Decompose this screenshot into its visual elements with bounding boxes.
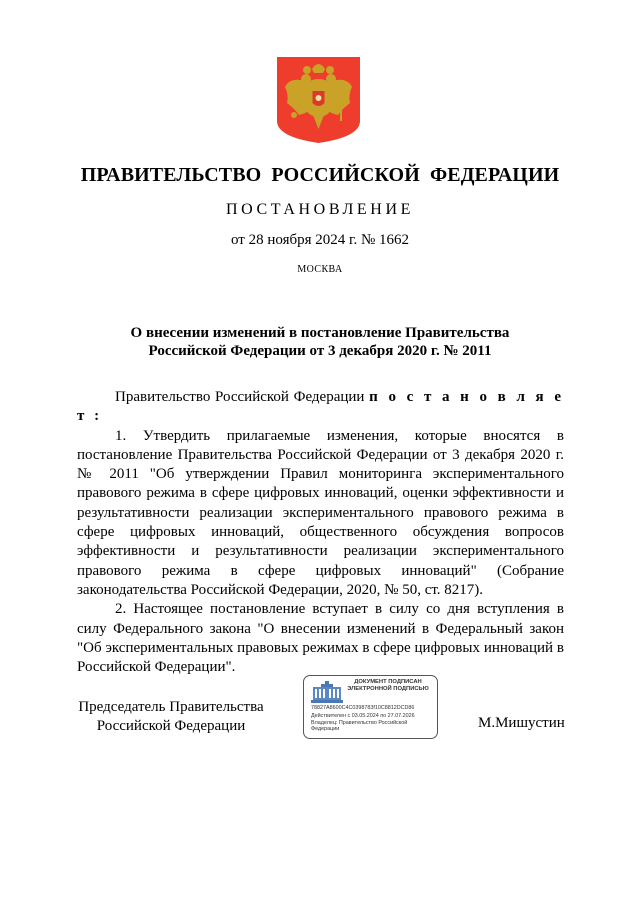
stamp-owner: Владелец: Правительство Российской Федерации (311, 720, 408, 733)
signer-title (66, 698, 276, 736)
government-title: ПРАВИТЕЛЬСТВО РОССИЙСКОЙ ФЕДЕРАЦИИ (80, 164, 560, 186)
heading-line-2: Российской Федерации от 3 декабря 2020 г. № 2011 (148, 343, 492, 359)
russian-coat-of-arms-icon (277, 57, 360, 143)
signer-title-line-1: Председатель Правительства (78, 699, 264, 715)
item-1-paragraph: 1. Утвердить прилагаемые изменения, которые вносятся в постановление Правительства Российской Федерации от 3 декабря 2020 г. № 2011 "Об утверждении Правил мониторинга экспериментального правового режима в сфере цифровых инноваций, оценки эффективности и результативности реализации экспериментального правового режима в сфере цифровых инноваций, общественного обсуждения вопросов эффективности и результативности реализации экспериментального правового режима в сфере цифровых инноваций" (Собрание законодательства Российской Федерации, 2020, № 50, ст. 8217). (77, 427, 564, 598)
decree-word: п о с т а н о в л я е т : (77, 389, 564, 425)
signer-title-line-2: Российской Федерации (96, 718, 246, 734)
document-body (77, 388, 564, 677)
document-date-number: от 28 ноября 2024 г. № 1662 (230, 232, 410, 248)
intro-prefix: Правительство Российской Федерации (115, 389, 370, 405)
item-2-paragraph: 2. Настоящее постановление вступает в силу со дня вступления в силу Федерального закона "О внесении изменений в Федеральный закон "Об экспериментальных правовых режимах в сфере цифровых инноваций в Российской Федерации". (77, 601, 564, 676)
stamp-header (342, 679, 434, 693)
electronic-signature-stamp (303, 675, 438, 739)
signer-name: М.Мишустин (478, 715, 565, 731)
government-building-icon (311, 681, 343, 703)
stamp-header-line-2: ЭЛЕКТРОННОЙ ПОДПИСЬЮ (347, 686, 429, 693)
stamp-header-line-1: ДОКУМЕНТ ПОДПИСАН (354, 679, 422, 685)
intro-paragraph (77, 388, 564, 427)
stamp-validity: Действителен с 03.05.2024 по 27.07.2026 (311, 713, 415, 719)
heading-line-1: О внесении изменений в постановление Правительства (130, 325, 510, 341)
document-city: МОСКВА (297, 264, 343, 275)
document-type: ПОСТАНОВЛЕНИЕ (226, 201, 414, 218)
document-heading (100, 324, 540, 360)
stamp-certificate-serial: 78827A8600C4C0398783f10C8812DCD86 (311, 705, 415, 711)
